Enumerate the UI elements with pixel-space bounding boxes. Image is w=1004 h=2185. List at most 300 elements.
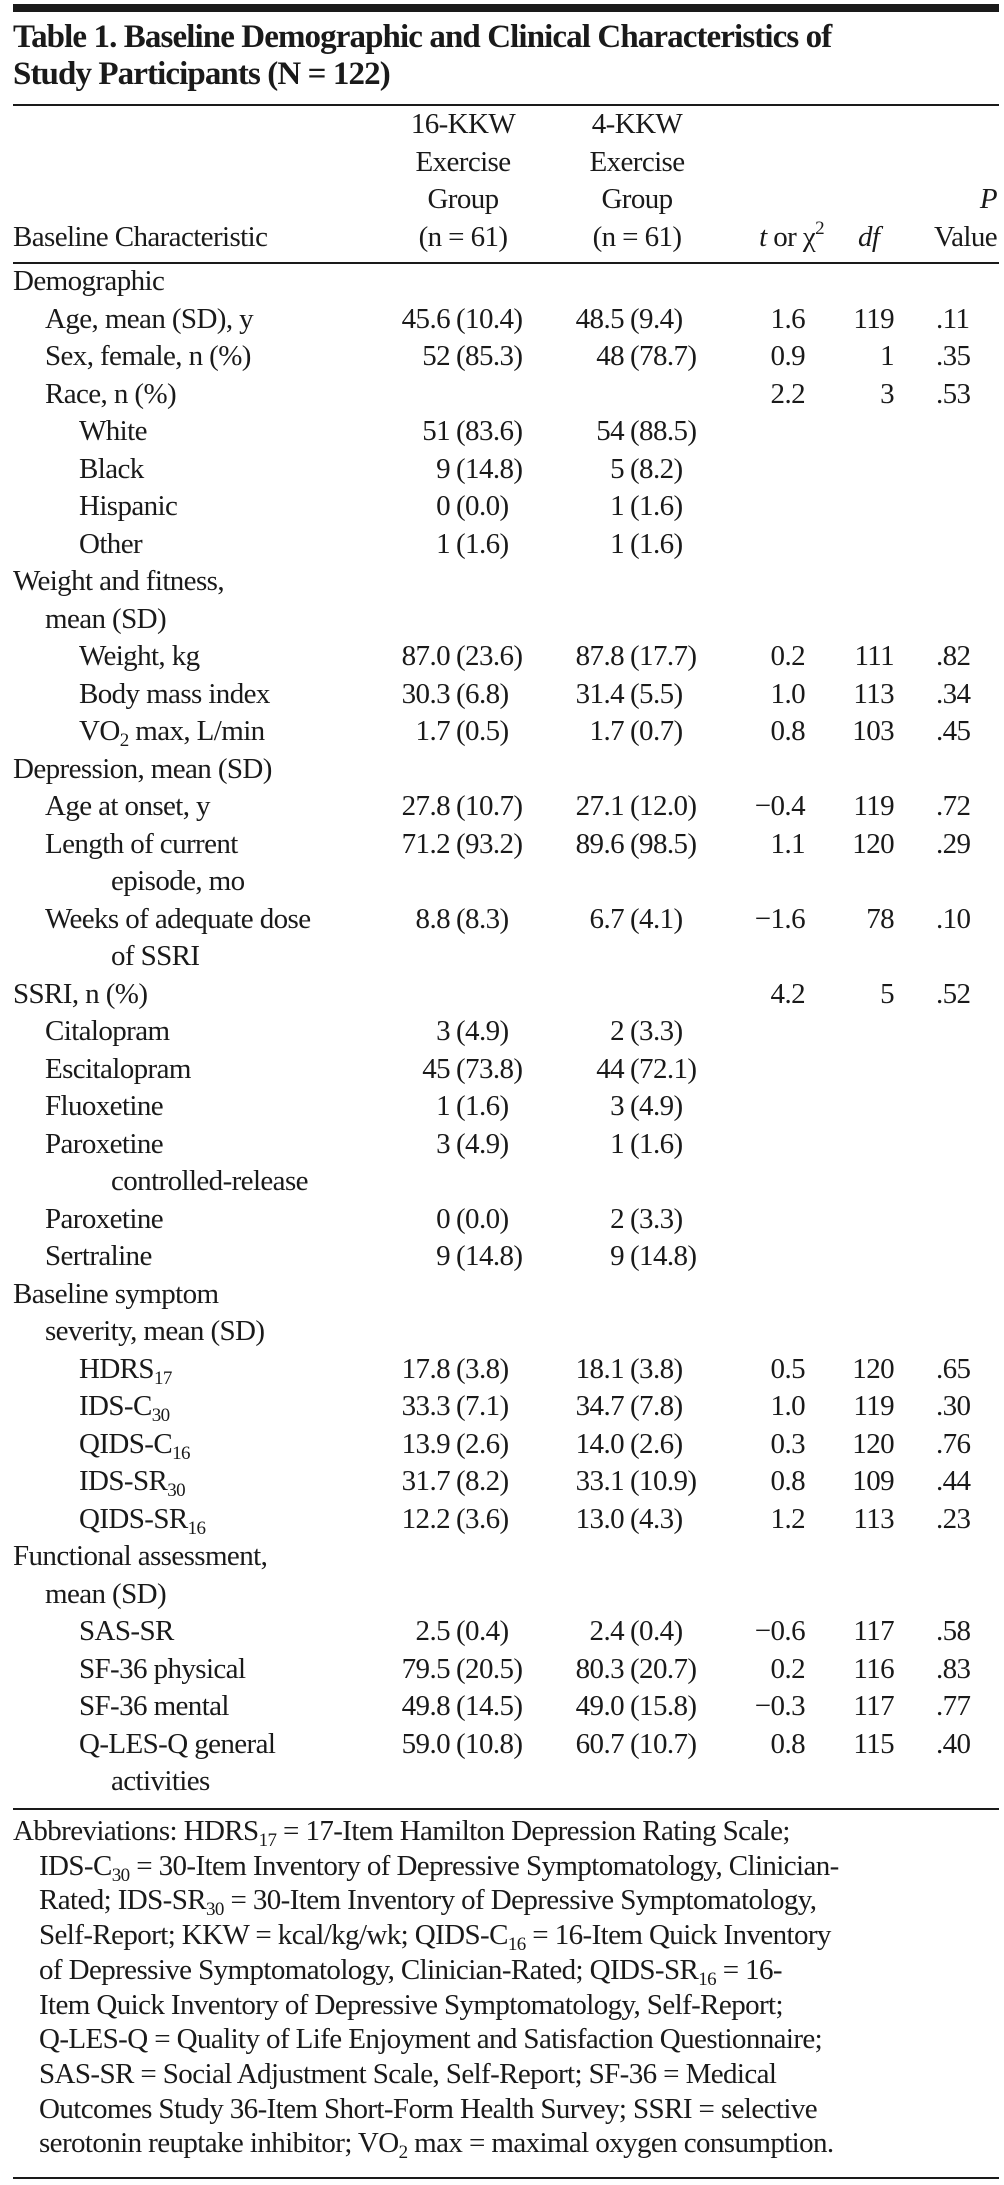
df-value: 103: [852, 715, 894, 747]
row-label: [45, 1013, 169, 1051]
group4-sd: (1.6): [630, 1127, 683, 1160]
t-or-chi2-value: 2.2: [770, 377, 805, 410]
table-row: [0, 451, 1004, 489]
p-value: .34: [936, 677, 971, 710]
footnote-subscript: 16: [507, 1934, 526, 1956]
row-label-text: Sertraline: [45, 1240, 152, 1272]
header-label: Exercise: [589, 145, 685, 178]
p-value: .52: [936, 977, 971, 1010]
group4-sd: (4.3): [630, 1502, 683, 1535]
header-characteristic: [13, 106, 267, 256]
table-row: [0, 676, 1004, 714]
group16-mean: 30.3: [401, 677, 450, 710]
row-label-text: HDRS: [79, 1352, 154, 1385]
group4-mean: 27.1: [575, 790, 624, 822]
group16-mean: 87.0: [401, 640, 450, 672]
row-label: [79, 488, 177, 526]
row-label-text: Q-LES-Q general: [79, 1727, 276, 1760]
row-label-text: Escitalopram: [45, 1052, 191, 1085]
group4-mean: 33.1: [575, 1465, 624, 1497]
group4-mean: 44: [596, 1052, 624, 1085]
footnote-line: [39, 1918, 831, 1956]
df-value: 113: [853, 677, 894, 710]
table-row: [0, 488, 1004, 526]
chi-label: or χ: [766, 220, 816, 253]
row-label-text: Age, mean (SD), y: [45, 302, 254, 335]
row-label: [79, 1688, 229, 1726]
group4-mean: 6.7: [589, 902, 624, 935]
table-row: [0, 1201, 1004, 1239]
footnote-line: [39, 1883, 817, 1921]
group16-sd: (4.9): [456, 1015, 509, 1047]
t-or-chi2-value: −0.3: [754, 1690, 805, 1722]
header-label: Group: [601, 183, 673, 215]
row-label-text: Black: [79, 452, 144, 485]
group16-mean: 79.5: [401, 1652, 450, 1685]
footnote-text: max = maximal oxygen consumption.: [407, 2127, 834, 2160]
row-label: [79, 1388, 170, 1426]
group16-mean: 2.5: [415, 1615, 450, 1647]
table-row: [0, 1126, 1004, 1164]
group16-sd: (83.6): [456, 415, 523, 447]
t-or-chi2-value: 1.1: [770, 827, 805, 860]
group16-mean: 17.8: [401, 1352, 450, 1385]
p-value: .82: [936, 640, 971, 672]
footnote-line: [39, 1988, 783, 2023]
row-label: [13, 563, 224, 601]
row-label: [111, 1163, 308, 1201]
group4-sd: (4.1): [630, 902, 683, 935]
df-value: 116: [853, 1652, 894, 1685]
table-row: [0, 1688, 1004, 1726]
group4-sd: (14.8): [630, 1240, 697, 1272]
group16-mean: 31.7: [401, 1465, 450, 1497]
row-label-text: Body mass index: [79, 677, 270, 710]
table-row: [0, 901, 1004, 939]
group4-mean: 89.6: [575, 827, 624, 860]
p-value: .83: [936, 1652, 971, 1685]
row-label: [79, 526, 142, 564]
row-label: [79, 1351, 172, 1389]
group4-sd: (98.5): [630, 827, 697, 860]
row-label: [13, 751, 272, 789]
group4-mean: 87.8: [575, 640, 624, 672]
row-label: [79, 1463, 185, 1501]
df-value: 119: [853, 302, 894, 335]
header-label: Exercise: [415, 145, 511, 178]
table-row: [0, 376, 1004, 414]
row-label: [45, 1576, 166, 1614]
row-label: [79, 451, 144, 489]
df-value: 119: [853, 790, 894, 822]
row-label: [79, 1501, 205, 1539]
group16-mean: 45.6: [401, 302, 450, 335]
df-value: 120: [852, 1427, 894, 1460]
row-label-text: Citalopram: [45, 1015, 170, 1047]
group4-sd: (7.8): [630, 1390, 683, 1422]
group4-sd: (10.9): [630, 1465, 697, 1497]
group4-mean: 34.7: [575, 1390, 624, 1422]
table-row: [0, 526, 1004, 564]
t-or-chi2-value: 0.2: [770, 1652, 805, 1685]
row-label-text: Paroxetine: [45, 1202, 164, 1235]
row-label-text: mean (SD): [45, 602, 167, 635]
group16-mean: 71.2: [401, 827, 450, 860]
group4-mean: 1: [610, 527, 624, 560]
group16-sd: (3.8): [456, 1352, 509, 1385]
row-label-text: Sex, female, n (%): [45, 340, 251, 372]
row-label-text: Paroxetine: [45, 1127, 164, 1160]
header-p-value: [934, 106, 997, 256]
group4-mean: 13.0: [575, 1502, 624, 1535]
t-or-chi2-value: 4.2: [770, 977, 805, 1010]
group16-sd: (8.2): [456, 1465, 509, 1497]
p-value: .35: [936, 340, 971, 372]
row-label-subscript: 30: [167, 1480, 186, 1501]
row-label: [45, 1051, 191, 1089]
row-label: [13, 1538, 267, 1576]
t-or-chi2-value: 1.6: [770, 302, 805, 335]
row-label-text: Weight, kg: [79, 640, 200, 672]
group4-mean: 2.4: [589, 1615, 624, 1647]
df-value: 117: [853, 1690, 894, 1722]
table-row: [0, 1501, 1004, 1539]
group16-mean: 1: [436, 1090, 450, 1122]
group16-sd: (20.5): [456, 1652, 523, 1685]
group16-sd: (10.4): [456, 302, 523, 335]
footnote-subscript: 17: [258, 1830, 277, 1851]
df-value: 3: [880, 377, 894, 410]
row-label-text: Weeks of adequate dose: [45, 902, 311, 935]
group4-sd: (2.6): [630, 1427, 683, 1460]
table-body: [0, 263, 1004, 1801]
header-label: [759, 219, 824, 257]
row-label-text: SF-36 mental: [79, 1690, 229, 1722]
row-label: [45, 788, 210, 826]
group16-mean: 51: [422, 415, 450, 447]
row-label-subscript: 30: [151, 1405, 170, 1426]
header-group-4kkw: [537, 106, 737, 256]
table-row: [0, 1613, 1004, 1651]
header-label: (n = 61): [418, 220, 508, 253]
header-label: 4-KKW: [591, 108, 683, 140]
df-value: 78: [866, 902, 894, 935]
row-label: [79, 1651, 245, 1689]
group4-mean: 5: [610, 452, 624, 485]
p-value: .45: [936, 715, 971, 747]
footnote-text: = 16-Item Quick Inventory: [525, 1919, 831, 1952]
group4-sd: (8.2): [630, 452, 683, 485]
row-label-text: VO: [79, 715, 120, 747]
group4-sd: (5.5): [630, 677, 683, 710]
p-value: .53: [936, 377, 971, 410]
table-row: [0, 788, 1004, 826]
header-group-16kkw: [363, 106, 563, 256]
t-or-chi2-value: 1.2: [770, 1502, 805, 1535]
row-label-subscript: 2: [119, 730, 129, 751]
table-row: [0, 826, 1004, 864]
group4-mean: 80.3: [575, 1652, 624, 1685]
footnote-line: [39, 2022, 822, 2057]
table-row: [0, 1276, 1004, 1314]
t-or-chi2-value: 0.8: [770, 1465, 805, 1497]
table-row-continuation: [0, 1763, 1004, 1801]
row-label-text: of SSRI: [111, 940, 200, 972]
group4-sd: (0.4): [630, 1615, 683, 1647]
t-or-chi2-value: 0.9: [770, 340, 805, 372]
table-header: [0, 106, 1004, 262]
t-label: t: [759, 220, 767, 253]
df-value: 115: [853, 1727, 894, 1760]
p-value: .29: [936, 827, 971, 860]
group4-mean: 1: [610, 1127, 624, 1160]
group16-mean: 3: [436, 1127, 450, 1160]
group16-sd: (6.8): [456, 677, 509, 710]
table-row: [0, 751, 1004, 789]
group16-sd: (8.3): [456, 902, 509, 935]
group16-mean: 12.2: [401, 1502, 450, 1535]
df-value: 117: [853, 1615, 894, 1647]
row-label-text: IDS-C: [79, 1390, 152, 1422]
group4-sd: (4.9): [630, 1090, 683, 1122]
row-label-text: Baseline symptom: [13, 1277, 219, 1310]
row-label: [79, 1426, 190, 1464]
group16-mean: 49.8: [401, 1690, 450, 1722]
row-label-text: activities: [111, 1765, 210, 1797]
group16-mean: 52: [422, 340, 450, 372]
table-row: [0, 1238, 1004, 1276]
p-value: .30: [936, 1390, 971, 1422]
group16-mean: 0: [436, 490, 450, 522]
group4-mean: 31.4: [575, 677, 624, 710]
group16-mean: 1.7: [415, 715, 450, 747]
table-row: [0, 1426, 1004, 1464]
group16-sd: (0.0): [456, 1202, 509, 1235]
footnote-text: = 17-Item Hamilton Depression Rating Scale;: [276, 1815, 790, 1847]
group4-sd: (15.8): [630, 1690, 697, 1722]
t-or-chi2-value: 0.3: [770, 1427, 805, 1460]
group4-mean: 9: [610, 1240, 624, 1272]
row-label: [45, 338, 251, 376]
footnote-text: Outcomes Study 36-Item Short-Form Health Survey; SSRI = selective: [39, 2092, 817, 2125]
group4-mean: 2: [610, 1015, 624, 1047]
chi-superscript: 2: [815, 217, 824, 239]
footnote-line: [39, 2126, 834, 2164]
p-value: .44: [936, 1465, 971, 1497]
table-row: [0, 1463, 1004, 1501]
row-label-text: Race, n (%): [45, 377, 177, 410]
row-label: [13, 1276, 218, 1314]
table-row: [0, 1538, 1004, 1576]
row-label: [45, 1088, 163, 1126]
group4-mean: 48.5: [575, 302, 624, 335]
footnote-text: = 30-Item Inventory of Depressive Symptomatology,: [223, 1884, 817, 1917]
footnote-text: Q-LES-Q = Quality of Life Enjoyment and Satisfaction Questionnaire;: [39, 2023, 823, 2056]
df-value: 119: [853, 1390, 894, 1422]
footnote-text: = 16-: [716, 1953, 782, 1986]
table-row: [0, 713, 1004, 751]
t-or-chi2-value: 0.8: [770, 1727, 805, 1760]
row-label-text: Functional assessment,: [13, 1540, 268, 1572]
row-label-text: Fluoxetine: [45, 1090, 164, 1122]
group4-mean: 18.1: [575, 1352, 624, 1385]
df-value: 120: [852, 1352, 894, 1385]
group16-sd: (7.1): [456, 1390, 509, 1422]
row-label-text: Length of current: [45, 827, 238, 860]
p-value: .76: [936, 1427, 971, 1460]
t-or-chi2-value: −0.6: [754, 1615, 805, 1647]
t-or-chi2-value: 0.5: [770, 1352, 805, 1385]
footnote-subscript: 2: [398, 2142, 408, 2164]
footnote-line: [39, 1849, 839, 1884]
row-label: [45, 1126, 163, 1164]
table-row: [0, 638, 1004, 676]
header-label: Baseline Characteristic: [13, 220, 268, 253]
header-label: P: [979, 183, 997, 215]
row-label: [111, 1763, 210, 1801]
row-label-text: episode, mo: [111, 865, 245, 897]
row-label-text: Weight and fitness,: [13, 565, 224, 597]
group4-sd: (1.6): [630, 527, 683, 560]
df-value: 109: [852, 1465, 894, 1497]
group16-mean: 33.3: [401, 1390, 450, 1422]
group4-sd: (20.7): [630, 1652, 697, 1685]
row-label: [45, 826, 238, 864]
header-label: Group: [427, 183, 499, 215]
row-label-text: SSRI, n (%): [13, 977, 148, 1010]
group4-sd: (0.7): [630, 715, 683, 747]
group16-sd: (85.3): [456, 340, 523, 372]
title-line: Table 1. Baseline Demographic and Clinical Characteristics of: [13, 19, 832, 55]
group4-sd: (88.5): [630, 415, 697, 447]
row-label-subscript: 17: [153, 1367, 172, 1389]
footnote-subscript: 16: [698, 1968, 717, 1990]
group4-sd: (72.1): [630, 1052, 697, 1085]
group4-sd: (78.7): [630, 340, 697, 372]
p-value: .40: [936, 1727, 971, 1760]
row-label-subscript: 16: [187, 1517, 206, 1539]
group4-sd: (3.3): [630, 1015, 683, 1047]
table-row: [0, 1388, 1004, 1426]
group16-sd: (10.8): [456, 1727, 523, 1760]
header-t-chi2: [759, 106, 824, 256]
footnote-line: [13, 1814, 790, 1849]
group4-sd: (1.6): [630, 490, 683, 522]
t-or-chi2-value: 1.0: [770, 1390, 805, 1422]
group16-mean: 13.9: [401, 1427, 450, 1460]
df-value: 120: [852, 827, 894, 860]
table-row: [0, 976, 1004, 1014]
group16-sd: (73.8): [456, 1052, 523, 1085]
group16-sd: (2.6): [456, 1427, 509, 1460]
group4-mean: 1.7: [589, 715, 624, 747]
group16-sd: (3.6): [456, 1502, 509, 1535]
row-label-text: White: [79, 415, 147, 447]
table-row-continuation: [0, 601, 1004, 639]
group16-sd: (0.4): [456, 1615, 509, 1647]
row-label-text: max, L/min: [128, 715, 265, 747]
row-label: [45, 601, 166, 639]
group16-mean: 8.8: [415, 902, 450, 935]
table-row: [0, 413, 1004, 451]
table-row: [0, 563, 1004, 601]
p-value: .23: [936, 1502, 971, 1535]
t-or-chi2-value: 0.2: [770, 640, 805, 672]
p-value: .72: [936, 790, 971, 822]
group4-sd: (17.7): [630, 640, 697, 672]
group16-sd: (93.2): [456, 827, 523, 860]
group4-mean: 48: [596, 340, 624, 372]
row-label: [79, 1613, 174, 1651]
group4-sd: (3.3): [630, 1202, 683, 1235]
p-value: .65: [936, 1352, 971, 1385]
group16-mean: 1: [436, 527, 450, 560]
table-row: [0, 338, 1004, 376]
header-label: Value: [933, 220, 997, 253]
t-or-chi2-value: 1.0: [770, 677, 805, 710]
footnote-text: Rated; IDS-SR: [39, 1884, 207, 1917]
body-bottom-rule: [13, 1808, 999, 1810]
group4-mean: 60.7: [575, 1727, 624, 1760]
t-or-chi2-value: −1.6: [754, 902, 805, 935]
table-row-continuation: [0, 1576, 1004, 1614]
table-row-continuation: [0, 863, 1004, 901]
footnote-text: IDS-C: [39, 1849, 112, 1882]
df-value: 111: [854, 640, 894, 672]
table-row-continuation: [0, 1163, 1004, 1201]
group16-sd: (1.6): [456, 1090, 509, 1122]
footnote-line: [39, 1953, 782, 1988]
row-label: [45, 1201, 163, 1239]
group4-mean: 14.0: [575, 1427, 624, 1460]
group16-sd: (0.5): [456, 715, 509, 747]
group16-sd: (10.7): [456, 790, 523, 822]
header-label: (n = 61): [592, 220, 682, 253]
row-label: [13, 263, 164, 301]
group16-mean: 45: [422, 1052, 450, 1085]
group4-mean: 1: [610, 490, 624, 522]
row-label: [79, 676, 270, 714]
group16-mean: 9: [436, 452, 450, 485]
group16-sd: (1.6): [456, 527, 509, 560]
row-label: [79, 713, 265, 751]
table-row: [0, 1088, 1004, 1126]
p-value: .10: [936, 902, 971, 935]
footnote-text: Abbreviations: HDRS: [13, 1815, 259, 1847]
row-label-subscript: 16: [172, 1442, 190, 1464]
title-line: Study Participants (N = 122): [13, 56, 390, 92]
row-label-text: mean (SD): [45, 1577, 167, 1610]
t-or-chi2-value: 0.8: [770, 715, 805, 747]
footnote-line: [39, 2092, 817, 2127]
row-label: [79, 638, 200, 676]
table-row: [0, 263, 1004, 301]
table-row: [0, 1651, 1004, 1689]
row-label-text: IDS-SR: [79, 1465, 168, 1497]
p-value: .11: [936, 302, 970, 335]
footnote-text: of Depressive Symptomatology, Clinician-Rated; QIDS-SR: [39, 1953, 699, 1986]
table-row-continuation: [0, 1313, 1004, 1351]
group4-sd: (12.0): [630, 790, 697, 822]
group4-mean: 3: [610, 1090, 624, 1122]
row-label-text: QIDS-SR: [79, 1502, 188, 1535]
footnote-bottom-rule: [13, 2177, 999, 2179]
group4-sd: (10.7): [630, 1727, 697, 1760]
table-row: [0, 1351, 1004, 1389]
group16-mean: 27.8: [401, 790, 450, 822]
footnote-text: = 30-Item Inventory of Depressive Symptomatology, Clinician-: [129, 1849, 839, 1882]
p-value: .58: [936, 1615, 971, 1647]
